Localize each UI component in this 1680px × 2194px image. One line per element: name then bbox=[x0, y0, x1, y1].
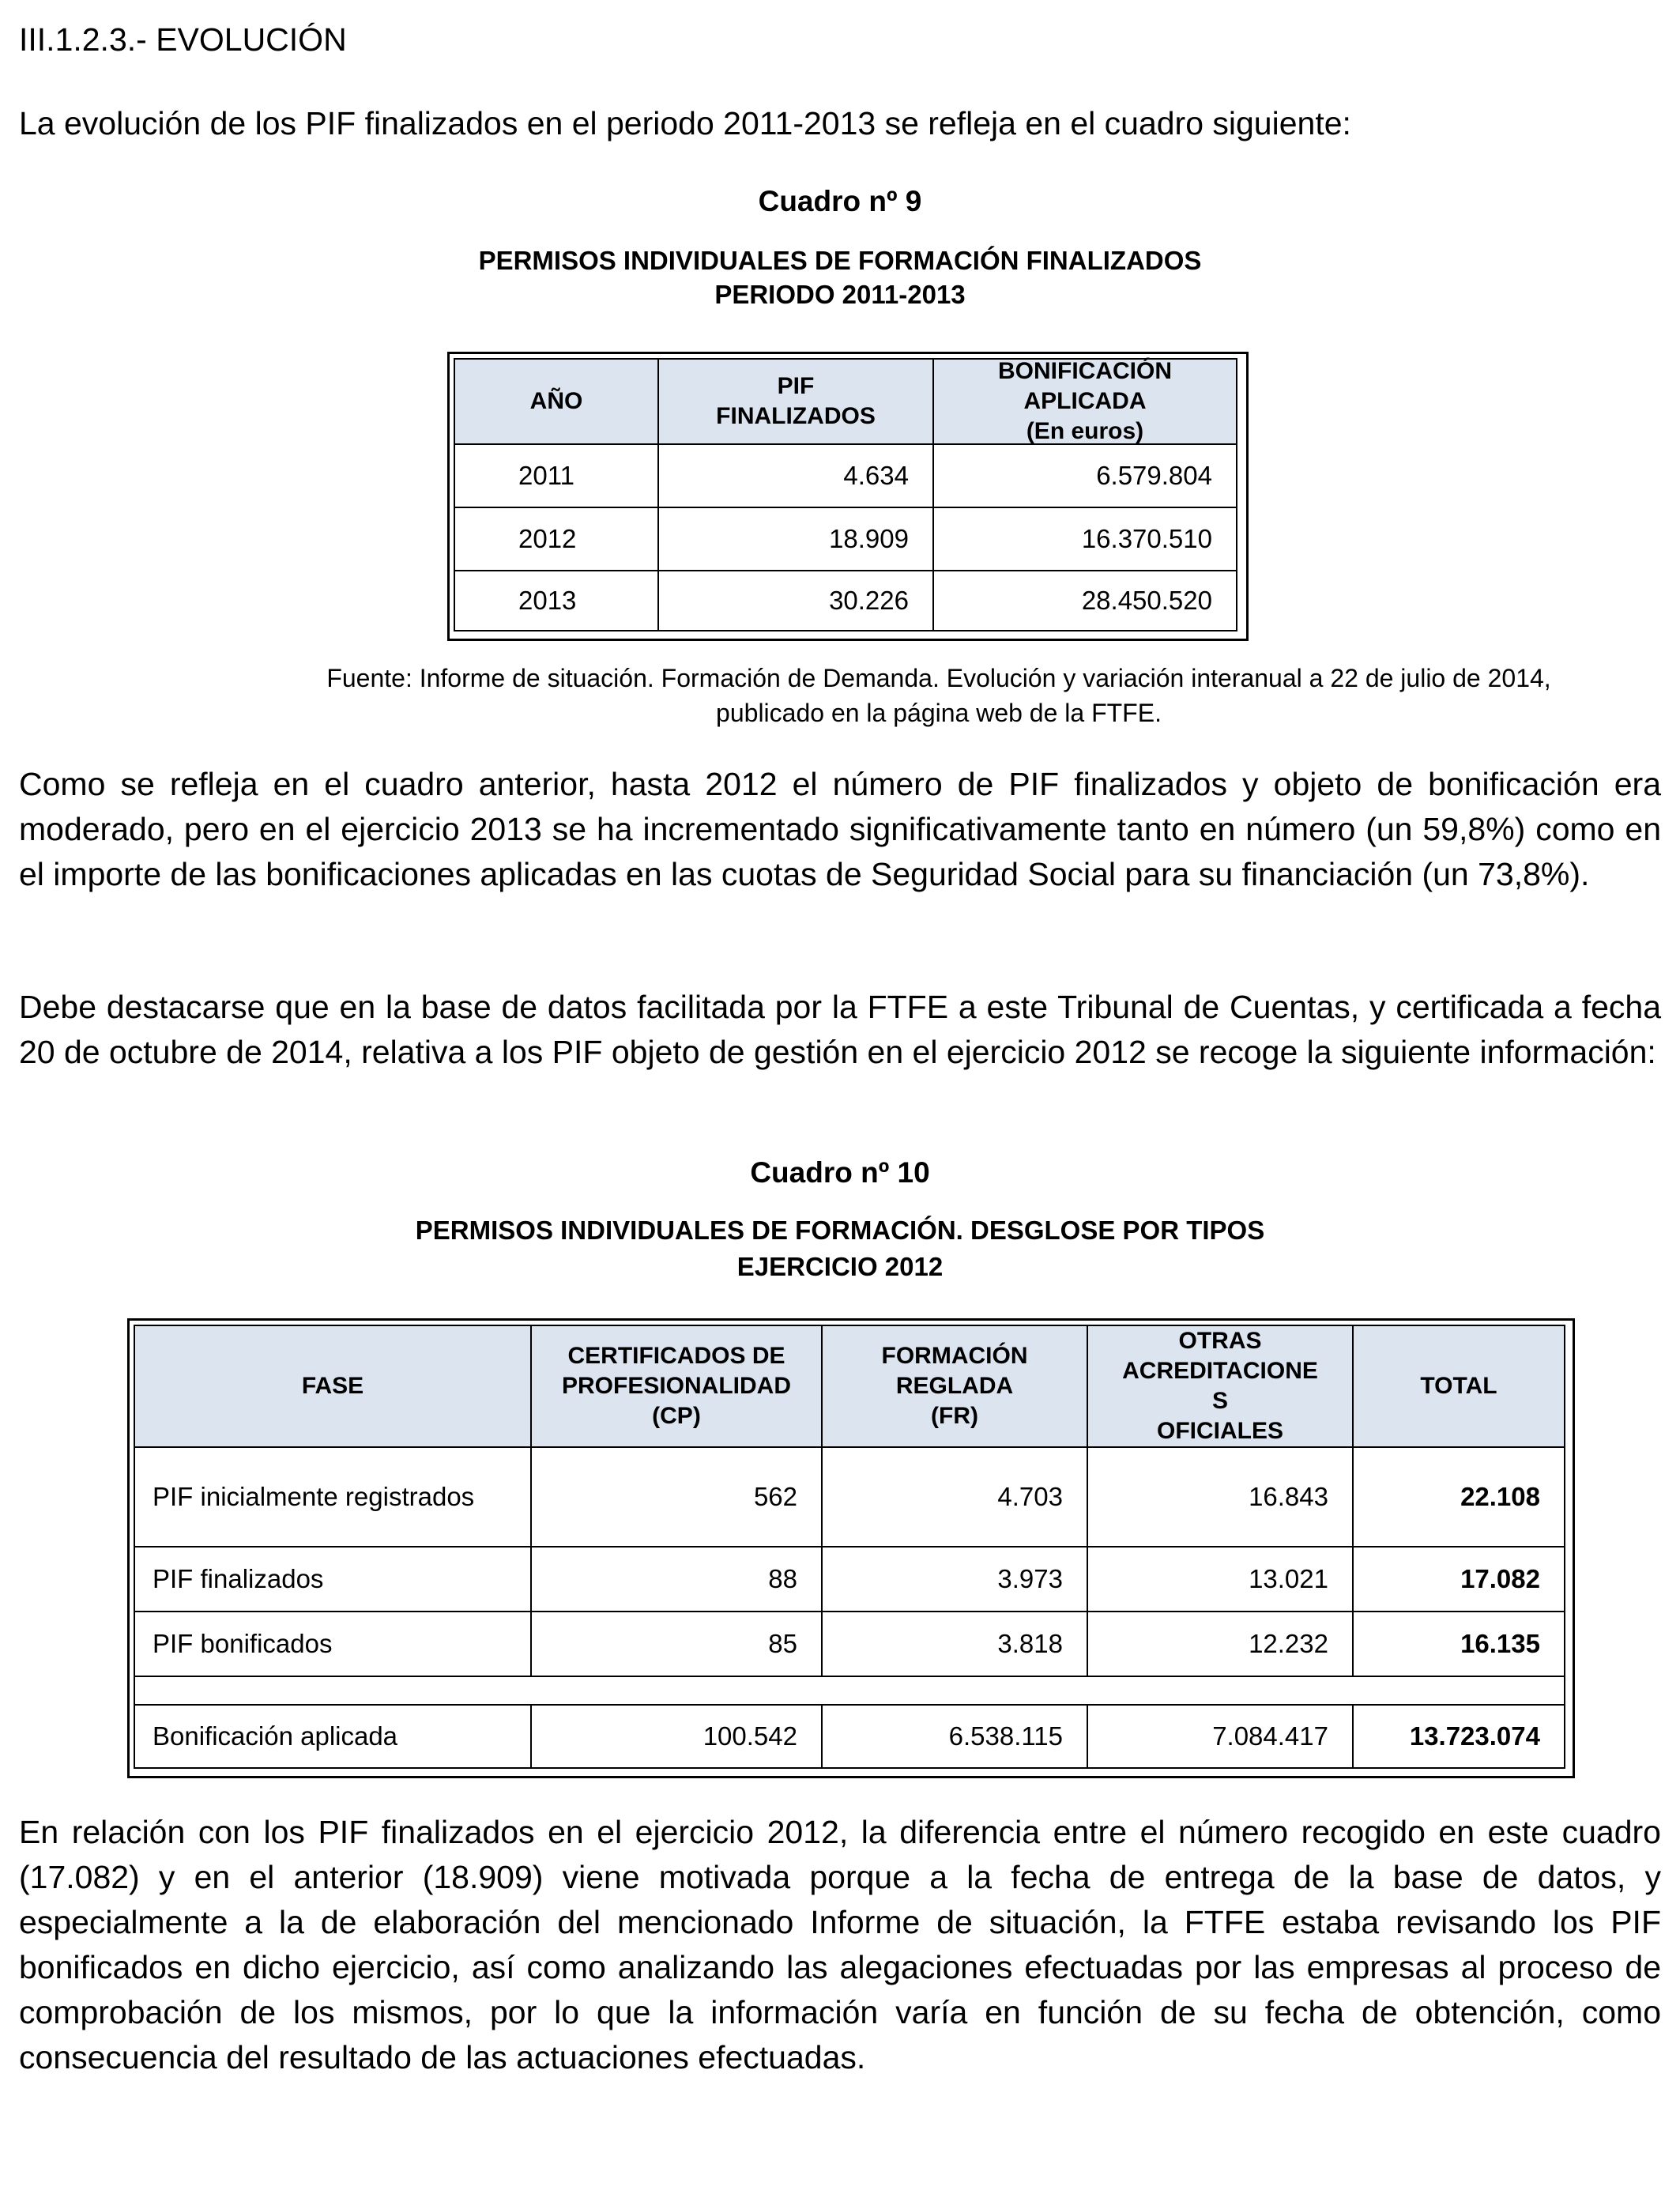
table-row-fase: PIF bonificados bbox=[134, 1611, 532, 1677]
table-cell-otras: 13.021 bbox=[1087, 1546, 1354, 1612]
paragraph-2: Debe destacarse que en la base de datos facilitada por la FTFE a este Tribunal de Cuentas, y certificada a fecha 20 de octubre de 2014, relativa a los PIF objeto de gestión en el ejercicio 2012 se recoge la siguiente información: bbox=[19, 989, 1661, 1070]
table-row-year: 2013 bbox=[454, 570, 659, 631]
table-cell-total: 13.723.074 bbox=[1352, 1704, 1565, 1769]
table-cell-fr: 3.818 bbox=[821, 1611, 1088, 1677]
table-cell-pif: 30.226 bbox=[657, 570, 934, 631]
cuadro10-title-line2: EJERCICIO 2012 bbox=[736, 1252, 944, 1281]
table-cell-total: 17.082 bbox=[1352, 1546, 1565, 1612]
header-otras: OTRAS ACREDITACIONE S OFICIALES bbox=[1087, 1325, 1354, 1448]
header-fr: FORMACIÓN REGLADA (FR) bbox=[821, 1325, 1088, 1448]
paragraph-3: En relación con los PIF finalizados en el ejercicio 2012, la diferencia entre el número recogido en este cuadro (17.082) y en el anterior (18.909) viene motivada porque a la fecha de entrega de la base de datos, y especialmente a la de elaboración del mencionado Informe de situación, la FTFE estaba revisando los PIF bonificados en dicho ejercicio, así como analizando las alegaciones efectuadas por las empresas al proceso de comprobación de los mismos, por lo que la información varía en función de su fecha de obtención, como consecuencia del resultado de las actuaciones efectuadas. bbox=[19, 1814, 1661, 2075]
table-cell-bonificacion: 28.450.520 bbox=[932, 570, 1237, 631]
intro-paragraph: La evolución de los PIF finalizados en el periodo 2011-2013 se refleja en el cuadro siguiente: bbox=[19, 105, 1351, 141]
table-cell-otras: 12.232 bbox=[1087, 1611, 1354, 1677]
header-fase: FASE bbox=[134, 1325, 532, 1448]
table-row-year: 2011 bbox=[454, 443, 659, 508]
cuadro9-title-line1: PERMISOS INDIVIDUALES DE FORMACIÓN FINALIZADOS bbox=[478, 246, 1202, 275]
paragraph-1: Como se refleja en el cuadro anterior, hasta 2012 el número de PIF finalizados y objeto de bonificación era moderado, pero en el ejercicio 2013 se ha incrementado significativamente tanto en número (un 59,8%) como en el importe de las bonificaciones aplicadas en las cuotas de Seguridad Social para su financiación (un 73,8%). bbox=[19, 766, 1661, 892]
table-cell-pif: 4.634 bbox=[657, 443, 934, 508]
cuadro9-table bbox=[447, 352, 1249, 641]
cuadro10-table bbox=[127, 1318, 1575, 1778]
header-cp: CERTIFICADOS DE PROFESIONALIDAD (CP) bbox=[530, 1325, 823, 1448]
cuadro9-source-line1: Fuente: Informe de situación. Formación de Demanda. Evolución y variación interanual a 22 de julio de 2014, bbox=[326, 664, 1551, 692]
cuadro9-title-line2: PERIODO 2011-2013 bbox=[714, 280, 966, 309]
header-ano: AÑO bbox=[454, 358, 659, 445]
table-cell-fr: 6.538.115 bbox=[821, 1704, 1088, 1769]
header-pif-finalizados: PIF FINALIZADOS bbox=[657, 358, 934, 445]
table-cell-cp: 88 bbox=[530, 1546, 823, 1612]
cuadro10-title-line1: PERMISOS INDIVIDUALES DE FORMACIÓN. DESGLOSE POR TIPOS bbox=[415, 1216, 1265, 1245]
table-row-fase: PIF finalizados bbox=[134, 1546, 532, 1612]
table-cell-cp: 562 bbox=[530, 1446, 823, 1547]
table-row-fase: Bonificación aplicada bbox=[134, 1704, 532, 1769]
spacer-row bbox=[134, 1676, 1565, 1706]
cuadro9-source-line2: publicado en la página web de la FTFE. bbox=[716, 699, 1162, 727]
table-cell-pif: 18.909 bbox=[657, 507, 934, 571]
table-cell-bonificacion: 16.370.510 bbox=[932, 507, 1237, 571]
table-cell-fr: 4.703 bbox=[821, 1446, 1088, 1547]
table-cell-otras: 16.843 bbox=[1087, 1446, 1354, 1547]
header-total: TOTAL bbox=[1352, 1325, 1565, 1448]
table-cell-total: 16.135 bbox=[1352, 1611, 1565, 1677]
section-heading: III.1.2.3.- EVOLUCIÓN bbox=[19, 21, 347, 58]
table-row-year: 2012 bbox=[454, 507, 659, 571]
cuadro9-label: Cuadro nº 9 bbox=[758, 185, 922, 217]
table-cell-fr: 3.973 bbox=[821, 1546, 1088, 1612]
table-cell-bonificacion: 6.579.804 bbox=[932, 443, 1237, 508]
cuadro10-label: Cuadro nº 10 bbox=[750, 1156, 930, 1189]
header-bonificacion: BONIFICACIÓN APLICADA (En euros) bbox=[932, 358, 1237, 445]
table-cell-cp: 100.542 bbox=[530, 1704, 823, 1769]
table-row-fase: PIF inicialmente registrados bbox=[134, 1446, 532, 1547]
table-cell-otras: 7.084.417 bbox=[1087, 1704, 1354, 1769]
table-cell-cp: 85 bbox=[530, 1611, 823, 1677]
table-cell-total: 22.108 bbox=[1352, 1446, 1565, 1547]
